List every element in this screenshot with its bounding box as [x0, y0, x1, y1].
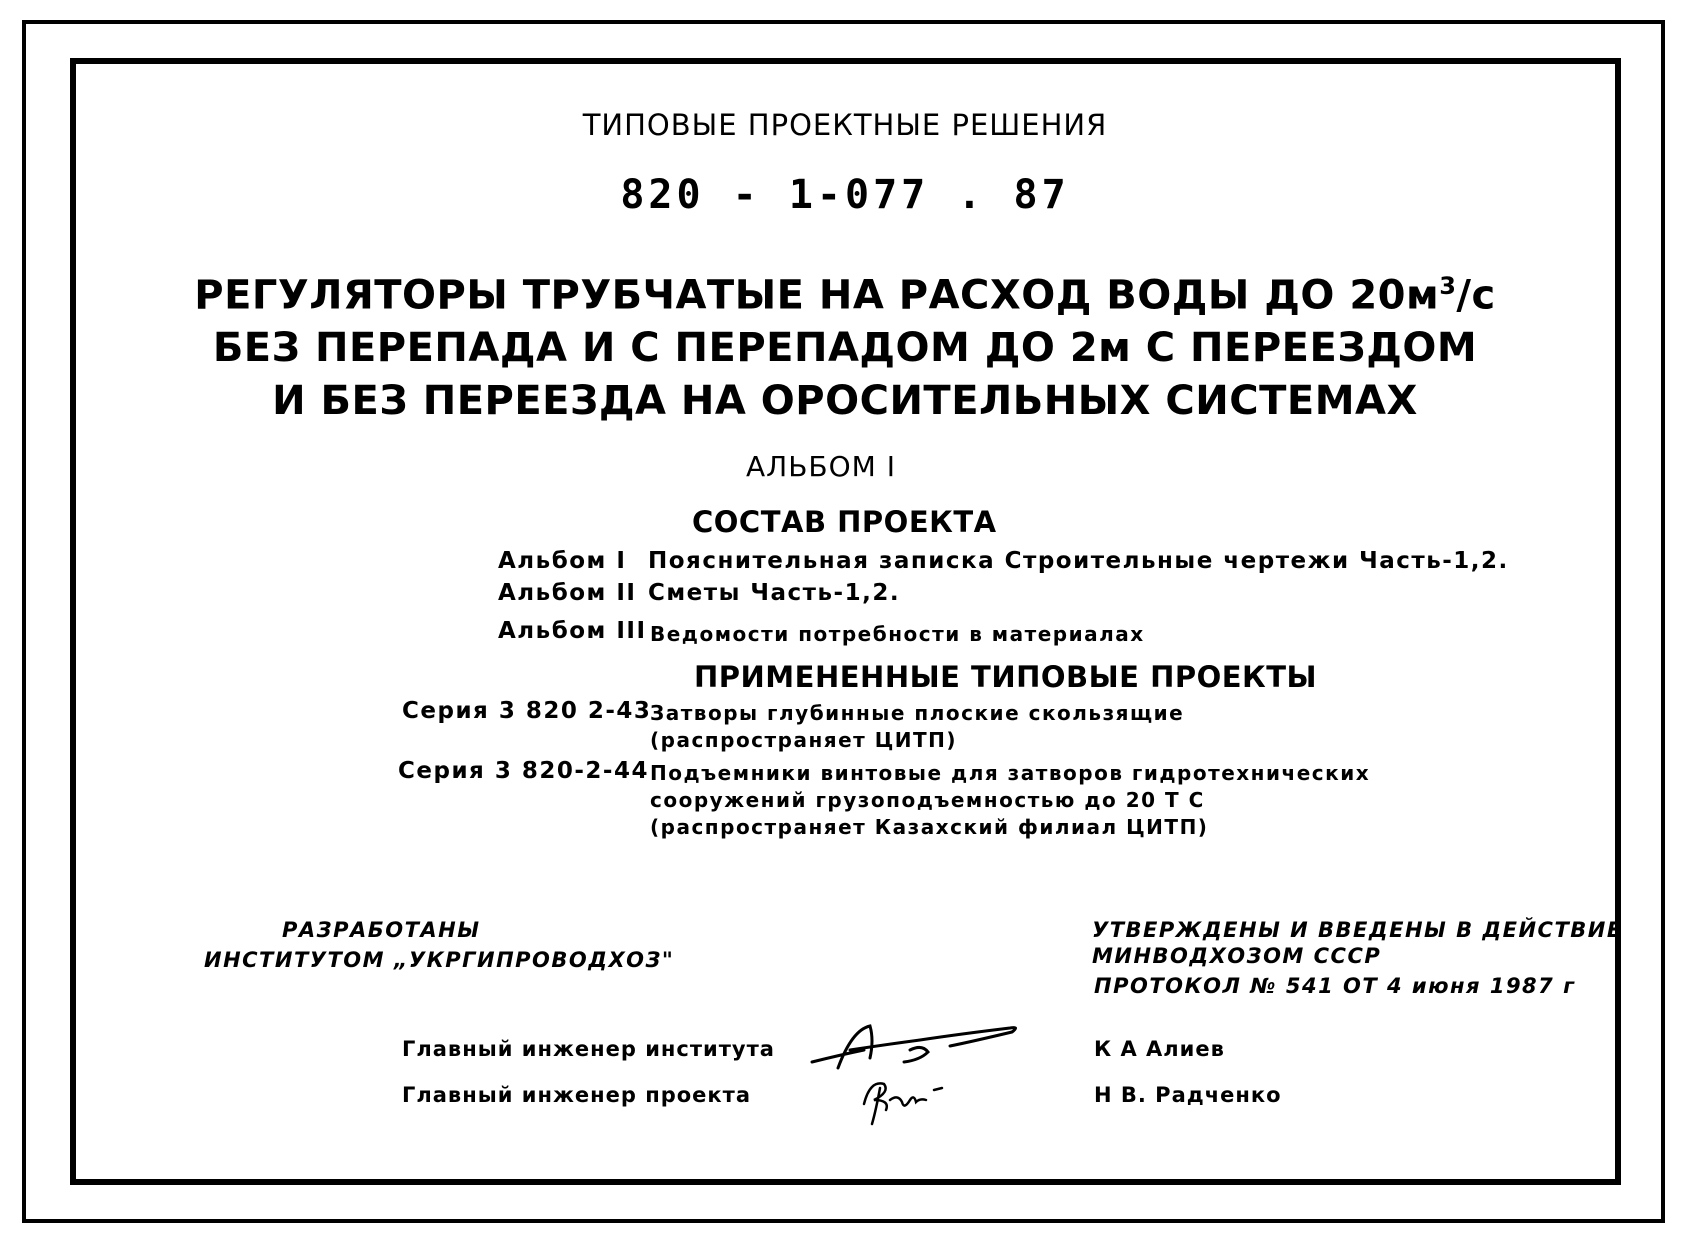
composition-text-2: Сметы Часть-1,2. [648, 580, 901, 606]
applied-label-2: Серия 3 820-2-44 [398, 758, 649, 784]
approved-line-3: ПРОТОКОЛ № 541 ОТ 4 июня 1987 г [1094, 974, 1576, 998]
applied-text-1a: Затворы глубинные плоские скользящие [650, 701, 1185, 725]
composition-text-3: Ведомости потребности в материалах [650, 622, 1145, 646]
composition-heading: СОСТАВ ПРОЕКТА [692, 505, 997, 539]
title-line-1-sup: 3 [1439, 272, 1457, 300]
signature-role-2: Главный инженер проекта [402, 1083, 752, 1107]
title-line-1-main: РЕГУЛЯТОРЫ ТРУБЧАТЫЕ НА РАСХОД ВОДЫ ДО 20м [194, 272, 1440, 319]
document-code: 820 - 1-077 . 87 [620, 172, 1070, 218]
title-line-1 [0, 272, 1690, 318]
approved-line-2: МИНВОДХОЗОМ СССР [1092, 944, 1382, 968]
composition-label-1: Альбом I [498, 548, 627, 574]
signature-name-2: Н В. Радченко [1094, 1083, 1282, 1107]
applied-text-1b: (распространяет ЦИТП) [650, 728, 958, 752]
developed-line-1: РАЗРАБОТАНЫ [282, 918, 481, 942]
title-line-1-tail: /с [1456, 272, 1496, 319]
signature-2-icon [850, 1070, 960, 1130]
applied-text-2c: (распространяет Казахский филиал ЦИТП) [650, 815, 1209, 839]
signature-name-1: К А Алиев [1094, 1037, 1225, 1061]
header-label: ТИПОВЫЕ ПРОЕКТНЫЕ РЕШЕНИЯ [582, 108, 1108, 142]
applied-label-1: Серия 3 820 2-43 [402, 698, 652, 724]
album-label: АЛЬБОМ I [746, 450, 896, 483]
title-line-2: БЕЗ ПЕРЕПАДА И С ПЕРЕПАДОМ ДО 2м С ПЕРЕЕЗДОМ [212, 325, 1478, 371]
composition-text-1: Пояснительная записка Строительные чертежи Часть-1,2. [648, 548, 1509, 574]
applied-text-2a: Подъемники винтовые для затворов гидротехнических [650, 761, 1371, 785]
applied-heading: ПРИМЕНЕННЫЕ ТИПОВЫЕ ПРОЕКТЫ [694, 660, 1318, 694]
developed-line-2: ИНСТИТУТОМ „УКРГИПРОВОДХОЗ" [204, 948, 675, 972]
composition-label-3: Альбом III [498, 618, 647, 644]
title-line-3: И БЕЗ ПЕРЕЕЗДА НА ОРОСИТЕЛЬНЫХ СИСТЕМАХ [272, 378, 1418, 424]
approved-line-1: УТВЕРЖДЕНЫ И ВВЕДЕНЫ В ДЕЙСТВИЕ [1092, 918, 1623, 942]
composition-label-2: Альбом II [498, 580, 637, 606]
applied-text-2b: сооружений грузоподъемностью до 20 Т С [650, 788, 1205, 812]
signature-role-1: Главный инженер института [402, 1037, 775, 1061]
